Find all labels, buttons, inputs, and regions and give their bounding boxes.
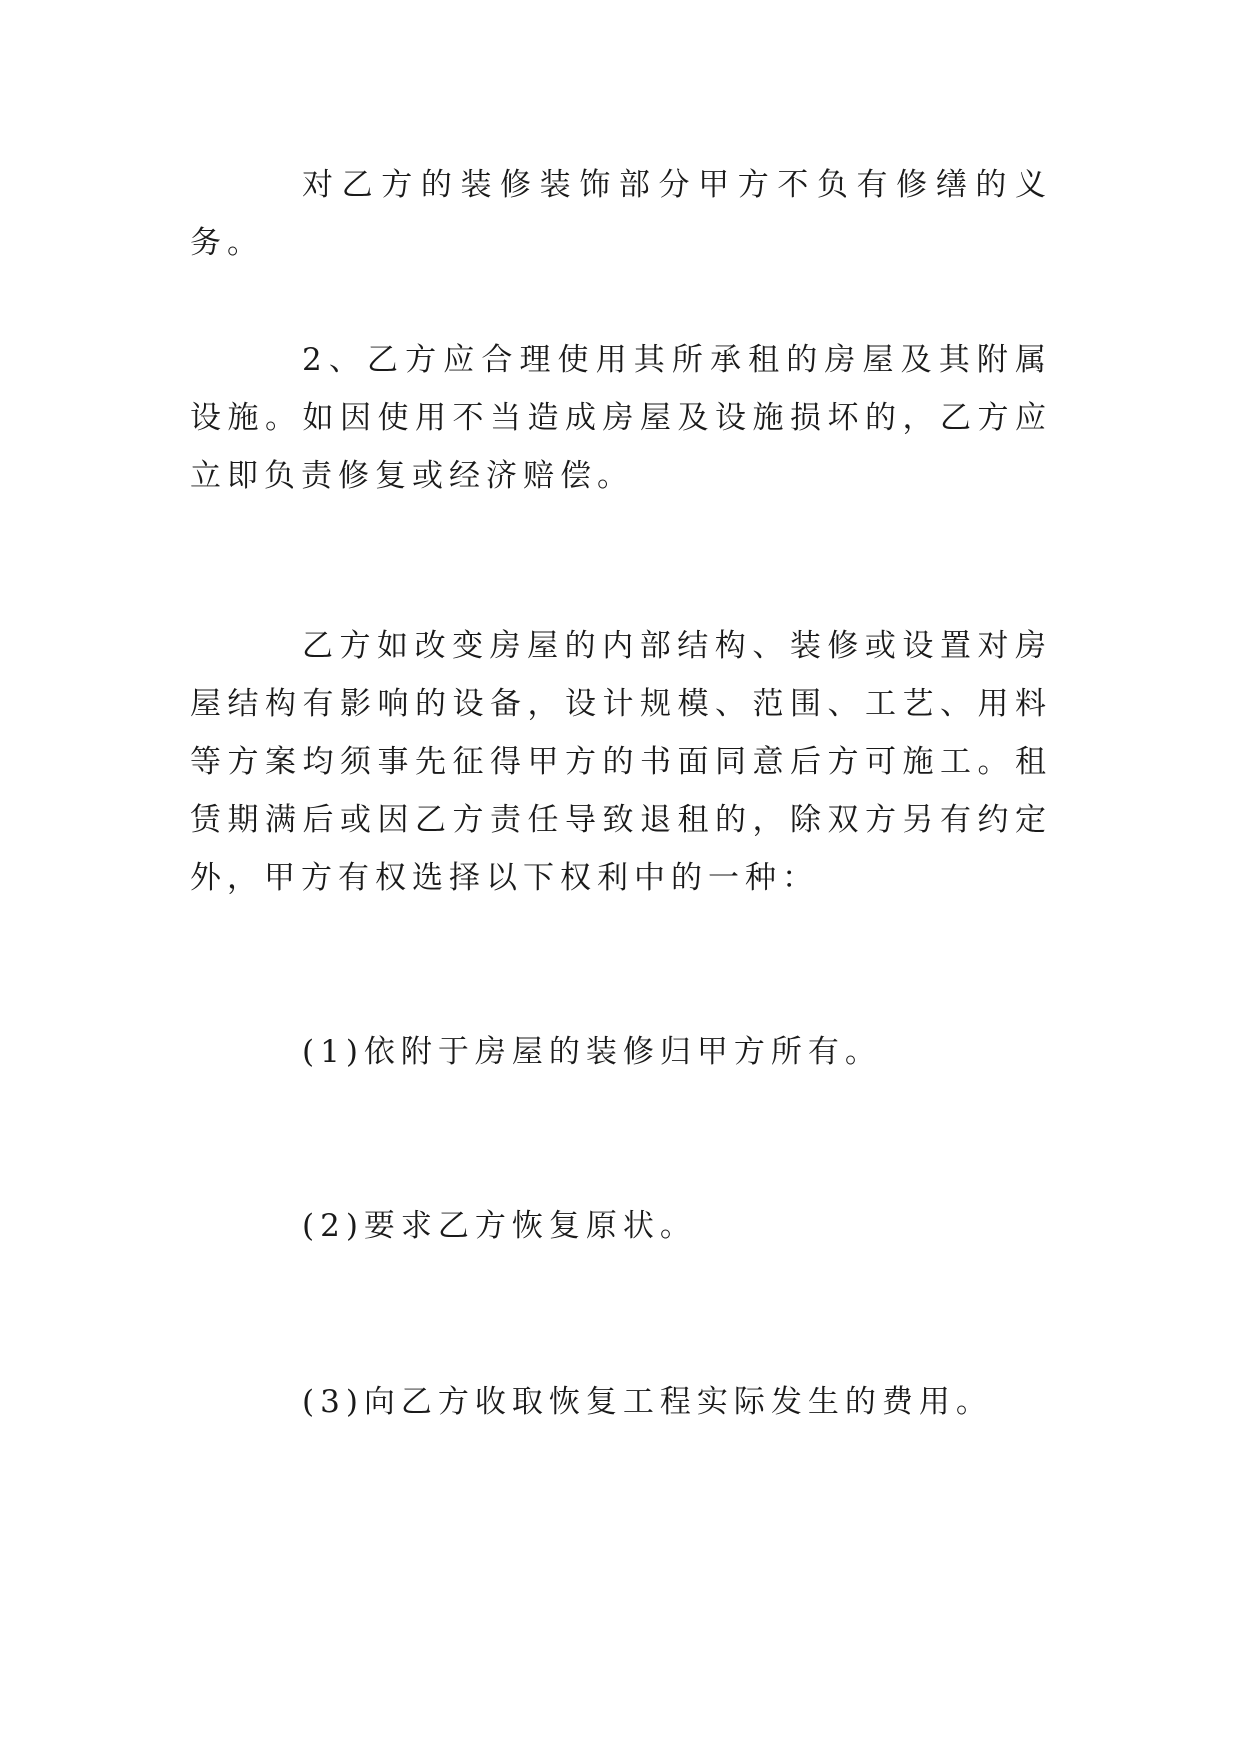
option-item-3: (3)向乙方收取恢复工程实际发生的费用。: [302, 1384, 993, 1420]
paragraph-clause-2: 2、乙方应合理使用其所承租的房屋及其附属设施。如因使用不当造成房屋及设施损坏的，乙方应立即负责修复或经济赔偿。: [190, 342, 1052, 494]
option-item-2: (2)要求乙方恢复原状。: [302, 1208, 697, 1244]
option-item-1: (1)依附于房屋的装修归甲方所有。: [302, 1034, 882, 1070]
paragraph-repair-obligation: 对乙方的装修装饰部分甲方不负有修缮的义务。: [190, 167, 1052, 261]
paragraph-structure-change: 乙方如改变房屋的内部结构、装修或设置对房屋结构有影响的设备，设计规模、范围、工艺、用料等方案均须事先征得甲方的书面同意后方可施工。租赁期满后或因乙方责任导致退租的，除双方另有约定外，甲方有权选择以下权利中的一种：: [190, 628, 1052, 896]
